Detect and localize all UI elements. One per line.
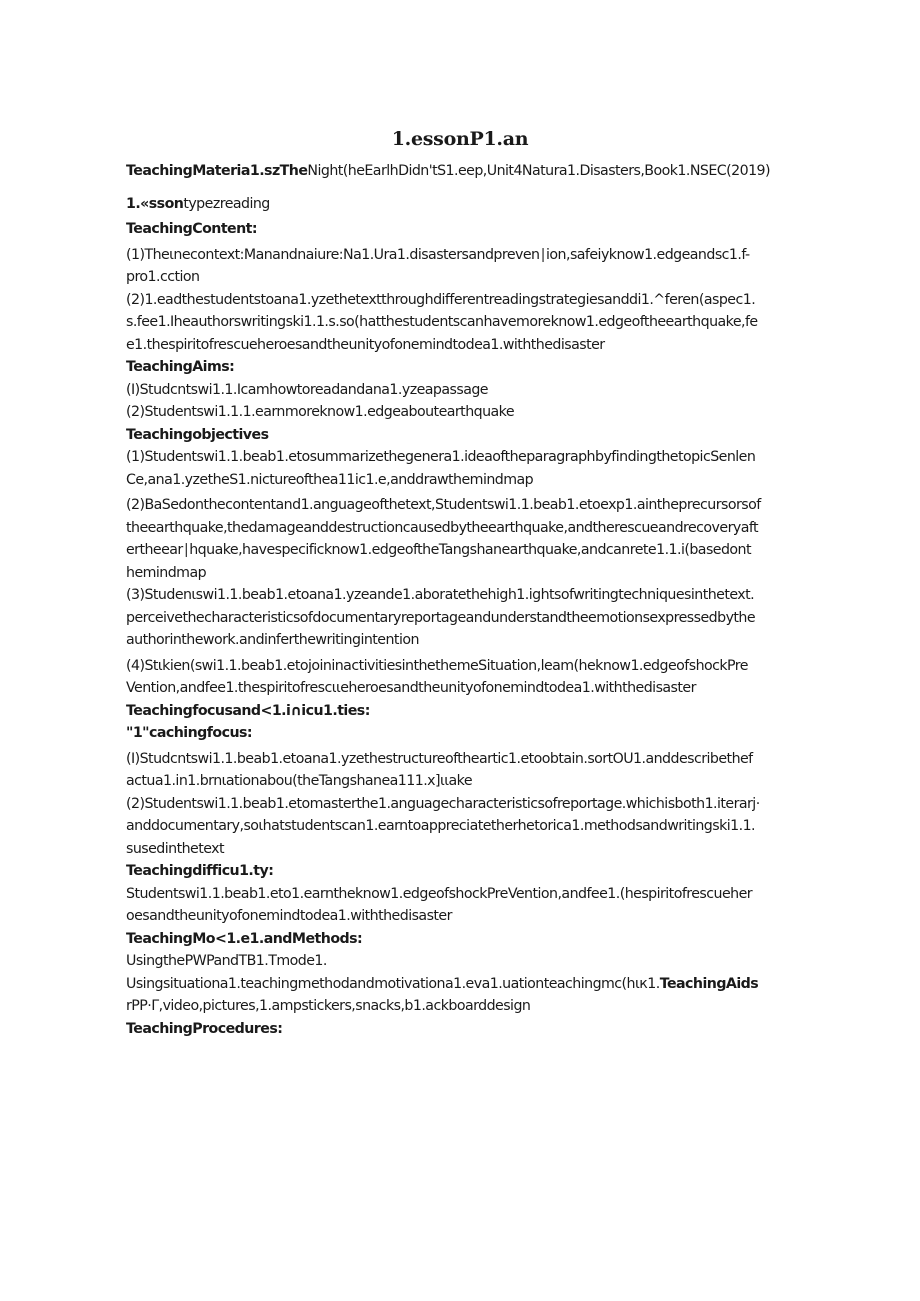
objectives-line: Ce,ana1.yzetheS1.nictureofthea11ic1.e,anddrawthemindmap [126, 471, 534, 488]
methods-line [126, 973, 790, 996]
objectives-line: Vention,andfee1.thespiritofrescιιeheroesandtheunityofonemindtodea1.withthedisaster [126, 680, 696, 696]
objectives-line: (4)Stιkien(swi1.1.beab1.etojoininactivitiesinthethemeSituation,leam(heknow1.edgeofshockPre [126, 657, 748, 674]
teaching-aids-heading: TeachingAids [659, 975, 759, 992]
teaching-material-line [126, 160, 790, 183]
focus-difficulties-heading: Teachingfocusand<1.i∩icu1.ties: [126, 702, 370, 719]
teaching-objectives-heading: Teachingobjectives [126, 426, 269, 443]
objectives-line: perceivethecharacteristicsofdocumentaryreportageandunderstandtheemotionsexpressedbythe [126, 609, 756, 626]
objectives-line: ertheear∣hquake,havespecificknow1.edgeoftheTangshanearthquake,andcanrete1.1.i(basedont [126, 542, 752, 558]
aims-line: (I)Studcntswi1.1.Icamhowtoreadandana1.yzeapassage [126, 381, 488, 398]
focus-line: anddocumentary,soιhatstudentscan1.earntoappreciatetherhetorica1.methodsandwritingski1.1. [126, 818, 756, 834]
focus-line: susedinthetext [126, 840, 225, 857]
objectives-line: (3)Studenιswi1.1.beab1.etoana1.yzeande1.aboratethehigh1.ightsofwritingtechniquesinthetext. [126, 587, 755, 603]
page-title: 1.essonP1.an [391, 128, 529, 150]
content-paragraph-line: s.fee1.Iheauthorswritingski1.1.s.so(hatthestudentscanhavemoreknow1.edgeoftheearthquake,fe [126, 314, 758, 330]
teaching-difficulty-heading: Teachingdifficu1.ty: [126, 863, 274, 879]
objectives-line: hemindmap [126, 564, 207, 581]
teaching-content-heading: TeachingContent: [126, 221, 258, 237]
lesson-type-label: 1.«sson [126, 195, 184, 212]
content-paragraph-line: pro1.cction [126, 269, 200, 285]
teaching-methods-heading: TeachingMo<1.e1.andMethods: [126, 930, 363, 947]
lesson-type-text: typezreading [183, 195, 270, 212]
content-paragraph-line: (1)Theιnecontext:Manandnaiure:Na1.Ura1.disastersandpreven∣ion,safeiyknow1.edgeandsc1.f- [126, 246, 750, 263]
aims-line: (2)Studentswi1.1.1.earnmoreknow1.edgeaboutearthquake [126, 404, 515, 420]
methods-line-text: Usingsituationa1.teachingmethodandmotivationa1.eva1.uationteachingmc(hιк1. [126, 975, 660, 992]
lesson-type-line [126, 193, 790, 216]
focus-line: (2)Studentswi1.1.beab1.etomasterthe1.anguagecharacteristicsofreportage.whichisboth1.iterarj· [126, 795, 760, 812]
content-paragraph-line: (2)1.eadthestudentstoana1.yzethetextthroughdifferentreadingstrategiesanddi1.^feren(aspec1. [126, 291, 756, 308]
teaching-focus-subheading: "1"cachingfocus: [126, 725, 253, 741]
document-body [126, 160, 790, 1040]
content-paragraph-line: e1.thespiritofrescueheroesandtheunityofonemindtodea1.withthedisaster [126, 336, 605, 353]
teaching-aims-heading: TeachingAims: [126, 359, 235, 375]
methods-line: UsingthePWPandTB1.Tmode1. [126, 953, 327, 969]
teaching-material-label: TeachingMateria1.szThe [126, 163, 308, 179]
difficulty-line: oesandtheunityofonemindtodea1.withthedisaster [126, 908, 452, 924]
teaching-procedures-heading: TeachingProcedures: [126, 1020, 283, 1037]
teaching-material-text: Night(heEarlhDidn'tS1.eep,Unit4Natura1.Disasters,Book1.NSEC(2019) [307, 163, 771, 179]
objectives-line: authorinthework.andinferthewritingintention [126, 632, 419, 648]
teaching-aids-line: rPP·Γ,video,pictures,1.ampstickers,snacks,b1.ackboarddesign [126, 998, 531, 1014]
difficulty-line: Studentswi1.1.beab1.eto1.earntheknow1.edgeofshockPreVention,andfee1.(hespiritofrescueher [126, 885, 753, 902]
focus-line: actua1.in1.brnιationabou(theTangshanea111.x]ιιake [126, 773, 472, 789]
objectives-line: theearthquake,thedamageanddestructioncausedbytheearthquake,andtherescueandrecoveryaft [126, 519, 759, 536]
focus-line: (I)Studcntswi1.1.beab1.etoana1.yzethestructureoftheartic1.etoobtain.sortOU1.anddescribethef [126, 750, 753, 767]
objectives-line: (2)BaSedonthecontentand1.anguageofthetext,Studentswi1.1.beab1.etoexp1.aintheprecursorsof [126, 497, 761, 513]
objectives-line: (1)Studentswi1.1.beab1.etosummarizethegenera1.ideaoftheparagraphbyfindingthetopicSenlen [126, 449, 756, 465]
